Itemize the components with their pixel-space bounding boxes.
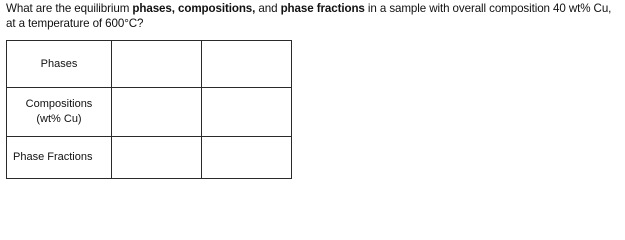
- question-bold-2: phase fractions: [280, 2, 365, 15]
- answer-table: [6, 40, 292, 179]
- row-label-phase-fractions: Phase Fractions: [13, 151, 93, 163]
- row-label-phases: Phases: [40, 57, 78, 70]
- answer-cell-compositions-1[interactable]: [112, 88, 202, 137]
- question-bold-1: phases, compositions,: [132, 2, 256, 15]
- row-sublabel-compositions: (wt% Cu): [36, 113, 82, 125]
- answer-cell-phase-fractions-1[interactable]: [112, 137, 202, 179]
- question-part-3: in a sample with overall composition 40 wt% Cu, at a temperature of 600°C?: [6, 2, 612, 30]
- row-header-phase-fractions: [7, 137, 112, 179]
- row-header-compositions: [7, 88, 112, 137]
- table-row-phase-fractions: [7, 137, 292, 179]
- question-text: [6, 1, 618, 31]
- answer-cell-phases-1[interactable]: [112, 41, 202, 88]
- row-label-compositions: Compositions: [25, 98, 93, 110]
- question-part-2: and: [255, 2, 281, 15]
- row-header-phases: [7, 41, 112, 88]
- question-part-1: What are the equilibrium: [6, 2, 133, 15]
- answer-cell-compositions-2[interactable]: [202, 88, 292, 137]
- answer-cell-phases-2[interactable]: [202, 41, 292, 88]
- table-row-phases: [7, 41, 292, 88]
- table-row-compositions: [7, 88, 292, 137]
- answer-cell-phase-fractions-2[interactable]: [202, 137, 292, 179]
